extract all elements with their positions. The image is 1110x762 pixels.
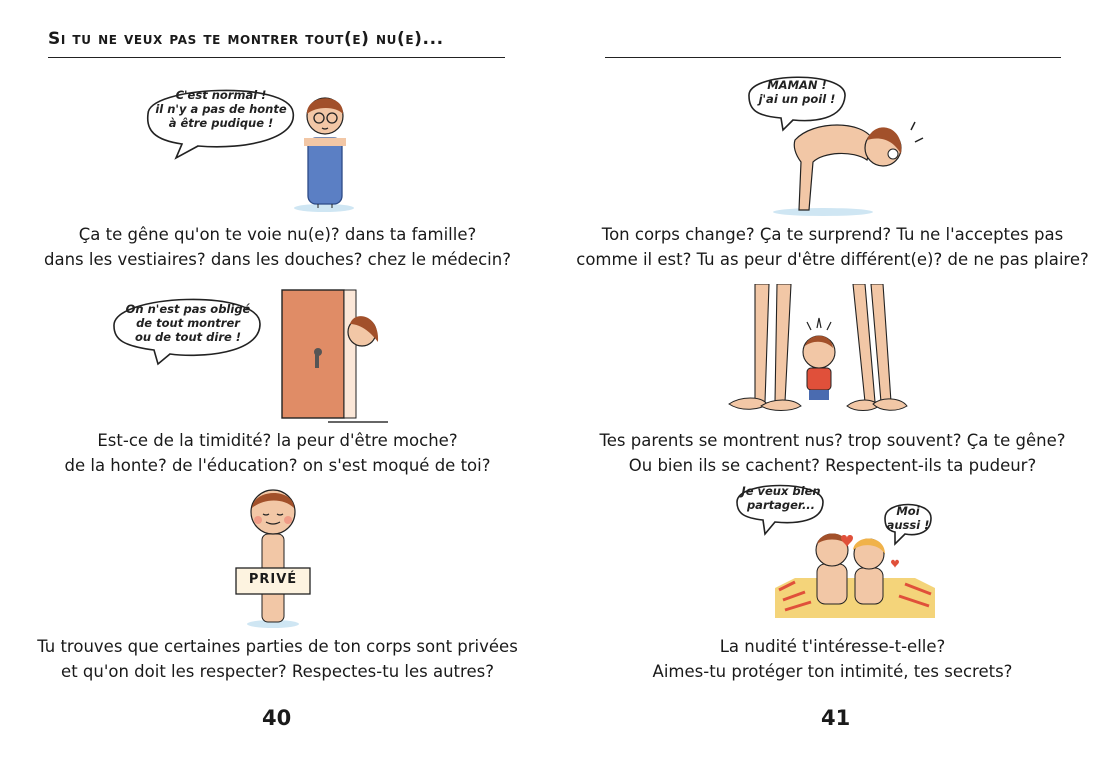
speech-bubble-maman: MAMAN ! j'ai un poil ! <box>758 78 836 106</box>
title-rule <box>48 57 505 58</box>
caption-5: Tes parents se montrent nus? trop souvent? Ça te gêne? Ou bien ils se cachent? Respectent-ils ta pudeur? <box>599 431 1066 475</box>
caption-3: Tu trouves que certaines parties de ton corps sont privées et qu'on doit les respecter? Respectes-tu les autres? <box>37 637 518 681</box>
parents-legs-illustration <box>721 284 911 416</box>
caption-4: Ton corps change? Ça te surprend? Tu ne l'acceptes pas comme il est? Tu as peur d'être différent(e)? de ne pas plaire? <box>576 225 1089 269</box>
caption-6: La nudité t'intéresse-t-elle? Aimes-tu protéger ton intimité, tes secrets? <box>652 637 1013 681</box>
prive-sign: PRIVÉ <box>248 572 298 587</box>
page-title: Si tu ne veux pas te montrer tout(e) nu(e)... <box>48 29 444 49</box>
caption-2: Est-ce de la timidité? la peur d'être moche? de la honte? de l'éducation? on s'est moqué de toi? <box>64 431 491 475</box>
page-number-left: 40 <box>262 706 292 730</box>
caption-1: Ça te gêne qu'on te voie nu(e)? dans ta famille? dans les vestiaires? dans les douches? chez le médecin? <box>44 225 511 269</box>
speech-bubble-partager: Je veux bien partager... <box>741 484 821 512</box>
prive-child-illustration <box>228 486 318 628</box>
page-number-right: 41 <box>821 706 851 730</box>
speech-bubble-oblige: On n'est pas obligé de tout montrer ou de tout dire ! <box>125 302 251 344</box>
speech-bubble-normal: C'est normal ! il n'y a pas de honte à être pudique ! <box>155 88 287 130</box>
title-rule <box>605 57 1061 58</box>
speech-bubble-moi-aussi: Moi aussi ! <box>886 504 930 532</box>
right-page <box>555 0 1110 762</box>
